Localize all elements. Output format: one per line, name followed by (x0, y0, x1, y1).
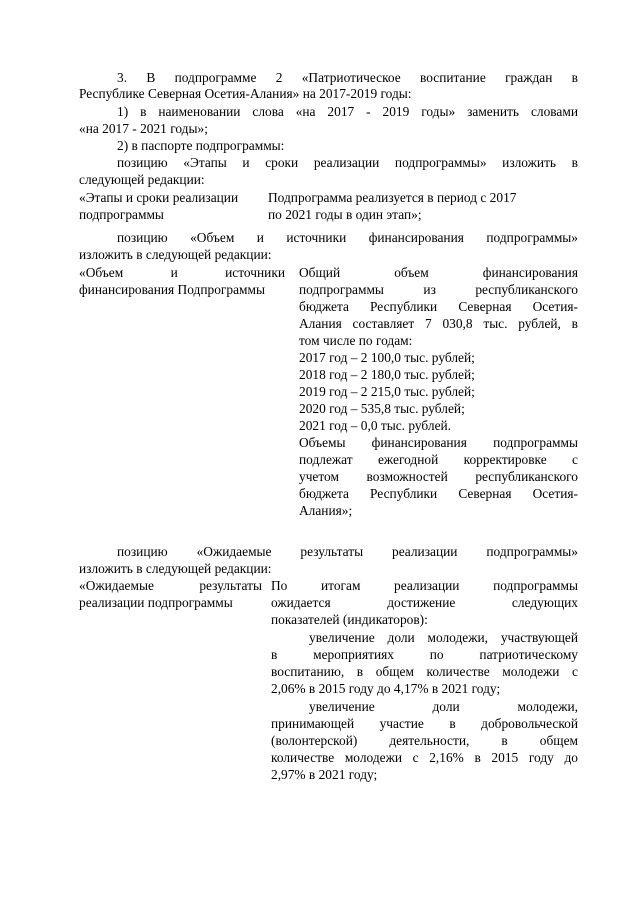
text-line: позицию «Объем и источники финансирования подпрограммы» (117, 230, 578, 245)
results-text: показателей (индикаторов): (271, 612, 428, 627)
funding-label: финансирования Подпрограммы (79, 282, 265, 297)
funding-year-2021: 2021 год – 0,0 тыс. рублей. (299, 418, 452, 433)
results-indicator-1: увеличение доли молодежи, участвующей (309, 630, 578, 645)
text-line: позицию «Этапы и сроки реализации подпрограммы» изложить в (117, 155, 578, 170)
funding-text: учетом возможностей республиканского (299, 469, 578, 484)
funding-text: Общий объем финансирования (299, 265, 578, 280)
results-indicator-2: принимающей участие в добровольческой (271, 716, 578, 731)
funding-label: «Объем и источники (79, 265, 285, 280)
funding-year-2018: 2018 год – 2 180,0 тыс. рублей; (299, 367, 475, 382)
text-line: изложить в следующей редакции: (79, 247, 272, 262)
text-line: «на 2017 - 2021 годы»; (79, 121, 208, 136)
funding-text: Объемы финансирования подпрограммы (299, 435, 578, 450)
funding-text: Алания»; (299, 503, 353, 518)
stages-value: по 2021 годы в один этап»; (268, 207, 422, 222)
funding-text: подлежат ежегодной корректировке с (299, 452, 578, 467)
results-indicator-2: увеличение доли молодежи, (309, 699, 578, 714)
results-indicator-2: количестве молодежи с 2,16% в 2015 году до (271, 750, 578, 765)
results-indicator-1: в мероприятиях по патриотическому (271, 647, 578, 662)
results-text: По итогам реализации подпрограммы (271, 578, 578, 593)
text-line: 1) в наименовании слова «на 2017 - 2019 годы» заменить словами (117, 104, 578, 119)
funding-year-2017: 2017 год – 2 100,0 тыс. рублей; (299, 350, 475, 365)
results-label: «Ожидаемые результаты (79, 578, 262, 593)
funding-year-2020: 2020 год – 535,8 тыс. рублей; (299, 401, 465, 416)
stages-label: «Этапы и сроки реализации (79, 190, 239, 205)
results-indicator-1: 2,06% в 2015 году до 4,17% в 2021 году; (271, 681, 501, 696)
funding-year-2019: 2019 год – 2 215,0 тыс. рублей; (299, 384, 475, 399)
funding-text: Алания составляет 7 030,8 тыс. рублей, в (299, 316, 578, 331)
text-line: изложить в следующей редакции: (79, 561, 272, 576)
funding-text: том числе по годам: (299, 333, 413, 348)
results-text: ожидается достижение следующих (271, 595, 578, 610)
stages-label: подпрограммы (79, 207, 164, 222)
funding-text: подпрограммы из республиканского (299, 282, 578, 297)
results-indicator-2: 2,97% в 2021 году; (271, 767, 378, 782)
funding-text: бюджета Республики Северная Осетия- (299, 486, 578, 501)
paragraph-item-2: 2) в паспорте подпрограммы: (117, 138, 285, 153)
results-indicator-2: (волонтерской) деятельности, в общем (271, 733, 578, 748)
stages-value: Подпрограмма реализуется в период с 2017 (268, 190, 517, 205)
text-line: следующей редакции: (79, 172, 205, 187)
results-indicator-1: воспитанию, в общем количестве молодежи с (271, 664, 578, 679)
text-line: 3. В подпрограмме 2 «Патриотическое воспитание граждан в (117, 70, 578, 85)
funding-text: бюджета Республики Северная Осетия- (299, 299, 578, 314)
text-line: Республике Северная Осетия-Алания» на 2017-2019 годы: (79, 86, 412, 101)
results-label: реализации подпрограммы (79, 595, 233, 610)
text-line: позицию «Ожидаемые результаты реализации подпрограммы» (117, 544, 578, 559)
